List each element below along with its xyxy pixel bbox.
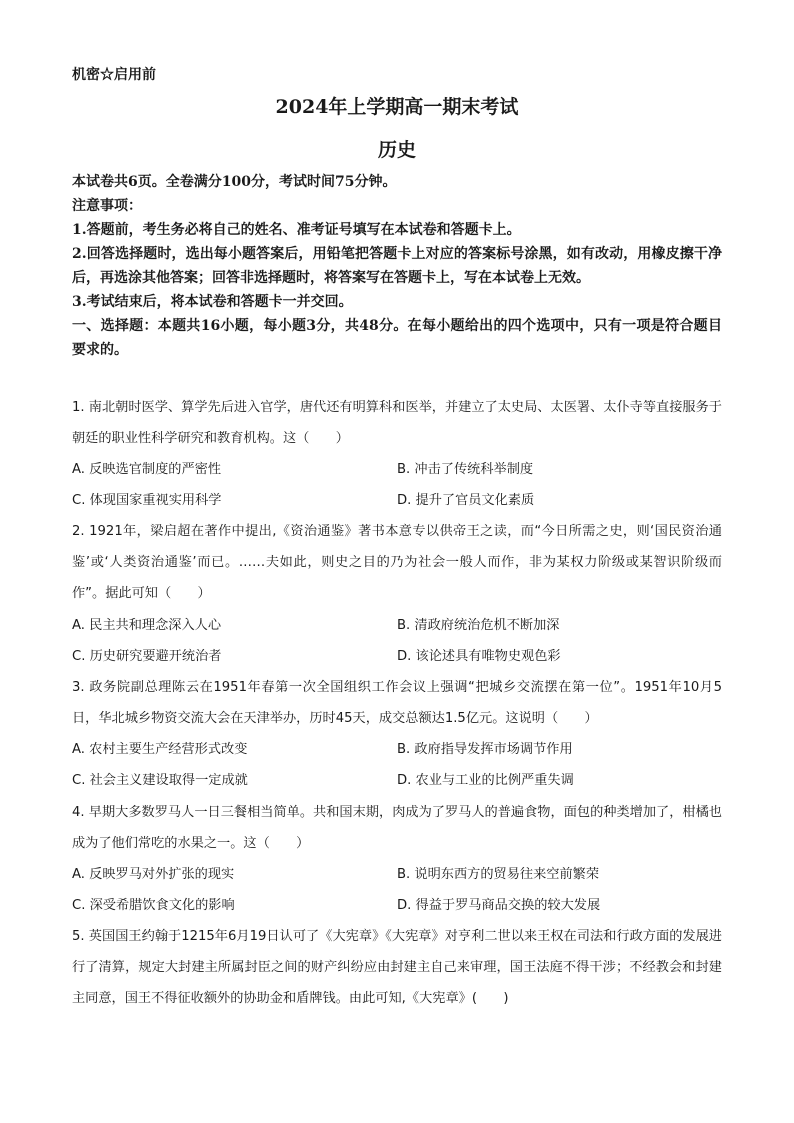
question-1-option-a: A. 反映选官制度的严密性 [72, 462, 222, 477]
question-3-option-b: B. 政府指导发挥市场调节作用 [397, 742, 573, 757]
question-2-option-c: C. 历史研究要避开统治者 [72, 649, 222, 664]
note-item-1: 1.答题前，考生务必将自己的姓名、准考证号填写在本试卷和答题卡上。 [72, 222, 521, 238]
question-4-option-c: C. 深受希腊饮食文化的影响 [72, 898, 235, 913]
question-1-options [72, 454, 722, 516]
subject-title: 历史 [377, 139, 416, 161]
section-heading: 一、选择题：本题共16小题，每小题3分，共48分。在每小题给出的四个选项中，只有一项是符合题目要求的。 [72, 318, 722, 358]
question-3-stem: 3. 政务院副总理陈云在1951年春第一次全国组织工作会议上强调“把城乡交流摆在第一位”。1951年10月5日，华北城乡物资交流大会在天津举办，历时45天，成交总额达1.5亿元。这说明（ ） [72, 680, 722, 726]
exam-info-line: 本试卷共6页。全卷满分100分，考试时间75分钟。 [72, 174, 397, 190]
question-5-stem: 5. 英国国王约翰于1215年6月19日认可了《大宪章》《大宪章》对亨利二世以来王权在司法和行政方面的发展进行了清算，规定大封建主所属封臣之间的财产纠纷应由封建主自己来审理，国王法庭不得干涉；不经教会和封建主同意，国王不得征收额外的协助金和盾牌钱。由此可知,《大宪章》( ) [72, 929, 722, 1006]
question-3-option-d: D. 农业与工业的比例严重失调 [397, 773, 574, 788]
question-4-option-a: A. 反映罗马对外扩张的现实 [72, 867, 235, 882]
question-1-stem: 1. 南北朝时医学、算学先后进入官学，唐代还有明算科和医举，并建立了太史局、太医署、太仆寺等直接服务于朝廷的职业性科学研究和教育机构。这（ ） [72, 400, 722, 446]
question-1-option-d: D. 提升了官员文化素质 [397, 493, 535, 508]
question-4-option-b: B. 说明东西方的贸易往来空前繁荣 [397, 867, 600, 882]
question-1-option-b: B. 冲击了传统科举制度 [397, 462, 534, 477]
question-2-option-d: D. 该论述具有唯物史观色彩 [397, 649, 561, 664]
question-3-option-a: A. 农村主要生产经营形式改变 [72, 742, 248, 757]
notes-heading: 注意事项： [72, 198, 142, 214]
question-2-options [72, 610, 722, 672]
note-item-3: 3.考试结束后，将本试卷和答题卡一并交回。 [72, 294, 353, 310]
question-3-options [72, 734, 722, 796]
question-2-option-a: A. 民主共和理念深入人心 [72, 618, 222, 633]
exam-instructions [72, 170, 722, 362]
question-2-stem: 2. 1921年，梁启超在著作中提出,《资治通鉴》著书本意专以供帝王之读，而“今日所需之史，则‘国民资治通鉴’或‘人类资治通鉴’而已。……夫如此，则史之目的乃为社会一般人而作，非为某权力阶级或某智识阶级而作”。据此可知（ ） [72, 524, 722, 601]
exam-title: 2024年上学期高一期末考试 [275, 96, 519, 118]
question-4-options [72, 859, 722, 921]
question-2-option-b: B. 清政府统治危机不断加深 [397, 618, 560, 633]
question-4-stem: 4. 早期大多数罗马人一日三餐相当简单。共和国末期，肉成为了罗马人的普遍食物，面包的种类增加了，柑橘也成为了他们常吃的水果之一。这（ ） [72, 805, 722, 851]
question-3-option-c: C. 社会主义建设取得一定成就 [72, 773, 248, 788]
question-1-option-c: C. 体现国家重视实用科学 [72, 493, 222, 508]
note-item-2: 2.回答选择题时，选出每小题答案后，用铅笔把答题卡上对应的答案标号涂黑，如有改动，用橡皮擦干净后，再选涂其他答案；回答非选择题时，将答案写在答题卡上，写在本试卷上无效。 [72, 246, 722, 286]
confidential-label: 机密☆启用前 [72, 67, 156, 83]
question-4-option-d: D. 得益于罗马商品交换的较大发展 [397, 898, 601, 913]
